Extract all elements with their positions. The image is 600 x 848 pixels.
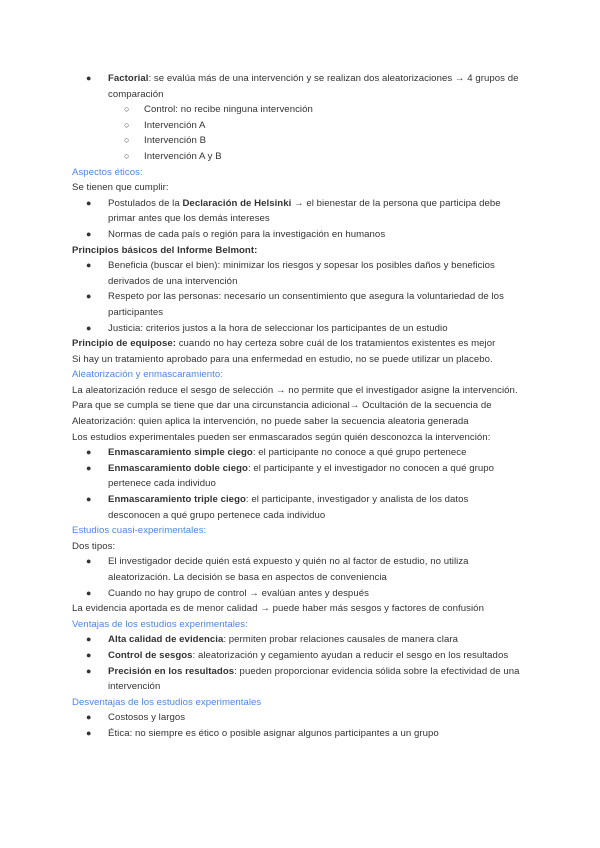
bullet-marker: ●	[86, 260, 92, 271]
section-heading: Principios básicos del Informe Belmont:	[72, 244, 258, 256]
document-content	[72, 71, 522, 742]
bullet-marker: ●	[86, 494, 92, 505]
bullet-marker: ●	[86, 291, 92, 302]
circle-marker: ○	[124, 119, 130, 130]
bullet-marker: ●	[86, 634, 92, 645]
bullet-item: ● Normas de cada país o región para la investigación en humanos	[72, 227, 522, 243]
sub-bullet-item: ○ Intervención A	[72, 118, 522, 134]
term: Alta calidad de evidencia	[108, 634, 224, 646]
term: Enmascaramiento simple ciego	[108, 447, 253, 459]
bullet-item: ● Costosos y largos	[72, 710, 522, 726]
desc: : se evalúa más de una intervención y se realizan dos aleatorizaciones → 4 grupos de comparación	[108, 73, 519, 100]
bullet-marker: ●	[86, 197, 92, 208]
bullet-marker: ●	[86, 727, 92, 738]
bullet-marker: ●	[86, 665, 92, 676]
bullet-marker: ●	[86, 322, 92, 333]
term: Precisión en los resultados	[108, 665, 235, 677]
section-heading: Aleatorización y enmascaramiento:	[72, 369, 223, 381]
bullet-item	[72, 71, 522, 102]
bullet-item: ● Beneficia (buscar el bien): minimizar los riesgos y sopesar los posibles daños y beneficios derivados de una intervención	[86, 260, 495, 287]
term: Enmascaramiento triple ciego	[108, 494, 246, 506]
bullet-marker: ●	[86, 73, 92, 83]
bullet-item: ● Enmascaramiento doble ciego: el participante y el investigador no conocen a qué grupo pertenece cada individuo	[86, 462, 495, 490]
bullet-item: ● Alta calidad de evidencia: permiten probar relaciones causales de manera clara	[72, 632, 522, 648]
bullet-item: ● Enmascaramiento triple ciego: el participante, investigador y analista de los datos desconocen a qué grupo pertenece cada individuo	[86, 494, 469, 521]
paragraph: Principio de equipose: cuando no hay certeza sobre cuál de los tratamientos existentes es mejor	[72, 338, 496, 350]
bullet-marker: ●	[86, 587, 92, 598]
paragraph: Los estudios experimentales pueden ser enmascarados según quién desconozca la intervención:	[72, 431, 491, 443]
bullet-item: ● Postulados de la Declaración de Helsinki → el bienestar de la persona que participa debe primar antes que los demás intereses	[86, 197, 501, 225]
bullet-marker: ●	[86, 649, 92, 660]
term: Control de sesgos	[108, 649, 193, 661]
sub-bullet-item: ○ Intervención B	[72, 133, 522, 149]
paragraph: Dos tipos:	[72, 540, 116, 552]
bullet-item: ● Respeto por las personas: necesario un consentimiento que asegura la voluntariedad de los participantes	[86, 291, 504, 318]
sub-bullet-item: ○ Control: no recibe ninguna intervención	[72, 102, 522, 118]
paragraph: Si hay un tratamiento aprobado para una enfermedad en estudio, no se puede utilizar un placebo.	[72, 353, 493, 365]
bullet-marker: ●	[86, 447, 92, 458]
section-heading: Aspectos éticos:	[72, 166, 143, 178]
sub-bullet-item: ○ Intervención A y B	[72, 149, 522, 165]
circle-marker: ○	[124, 104, 130, 115]
paragraph: La aleatorización reduce el sesgo de selección → no permite que el investigador asigne la intervención.	[72, 384, 518, 396]
term: Enmascaramiento doble ciego	[108, 462, 248, 474]
section-heading: Ventajas de los estudios experimentales:	[72, 618, 248, 630]
paragraph: Para que se cumpla se tiene que dar una circunstancia adicional→ Ocultación de la secuencia de Aleatorización: quien aplica la intervención, no puede saber la secuencia aleatoria generada	[72, 400, 492, 428]
bullet-item: ● Ética: no siempre es ético o posible asignar algunos participantes a un grupo	[72, 726, 522, 742]
bullet-item: ● Cuando no hay grupo de control → evalúan antes y después	[72, 586, 522, 602]
term: Declaración de Helsinki	[182, 197, 292, 209]
section-heading: Desventajas de los estudios experimentales	[72, 696, 262, 708]
section-heading: Estudios cuasi-experimentales:	[72, 525, 207, 537]
term: Principio de equipose:	[72, 338, 176, 350]
paragraph: La evidencia aportada es de menor calidad → puede haber más sesgos y factores de confusión	[72, 603, 484, 615]
bullet-marker: ●	[86, 228, 92, 239]
bullet-item: ● Control de sesgos: aleatorización y cegamiento ayudan a reducir el sesgo en los resultados	[72, 648, 522, 664]
bullet-marker: ●	[86, 556, 92, 567]
circle-marker: ○	[124, 150, 130, 161]
circle-marker: ○	[124, 135, 130, 146]
term: Factorial	[108, 73, 149, 84]
bullet-marker: ●	[86, 712, 92, 723]
paragraph: Se tienen que cumplir:	[72, 182, 169, 194]
bullet-item: ● Justicia: criterios justos a la hora de seleccionar los participantes de un estudio	[72, 321, 522, 337]
bullet-item: ● Precisión en los resultados: pueden proporcionar evidencia sólida sobre la efectividad de una intervención	[86, 665, 520, 693]
bullet-item: ● El investigador decide quién está expuesto y quién no al factor de estudio, no utiliza aleatorización. La decisión se basa en aspectos de conveniencia	[86, 556, 469, 583]
bullet-marker: ●	[86, 462, 92, 473]
bullet-item: ● Enmascaramiento simple ciego: el participante no conoce a qué grupo pertenece	[72, 445, 522, 461]
